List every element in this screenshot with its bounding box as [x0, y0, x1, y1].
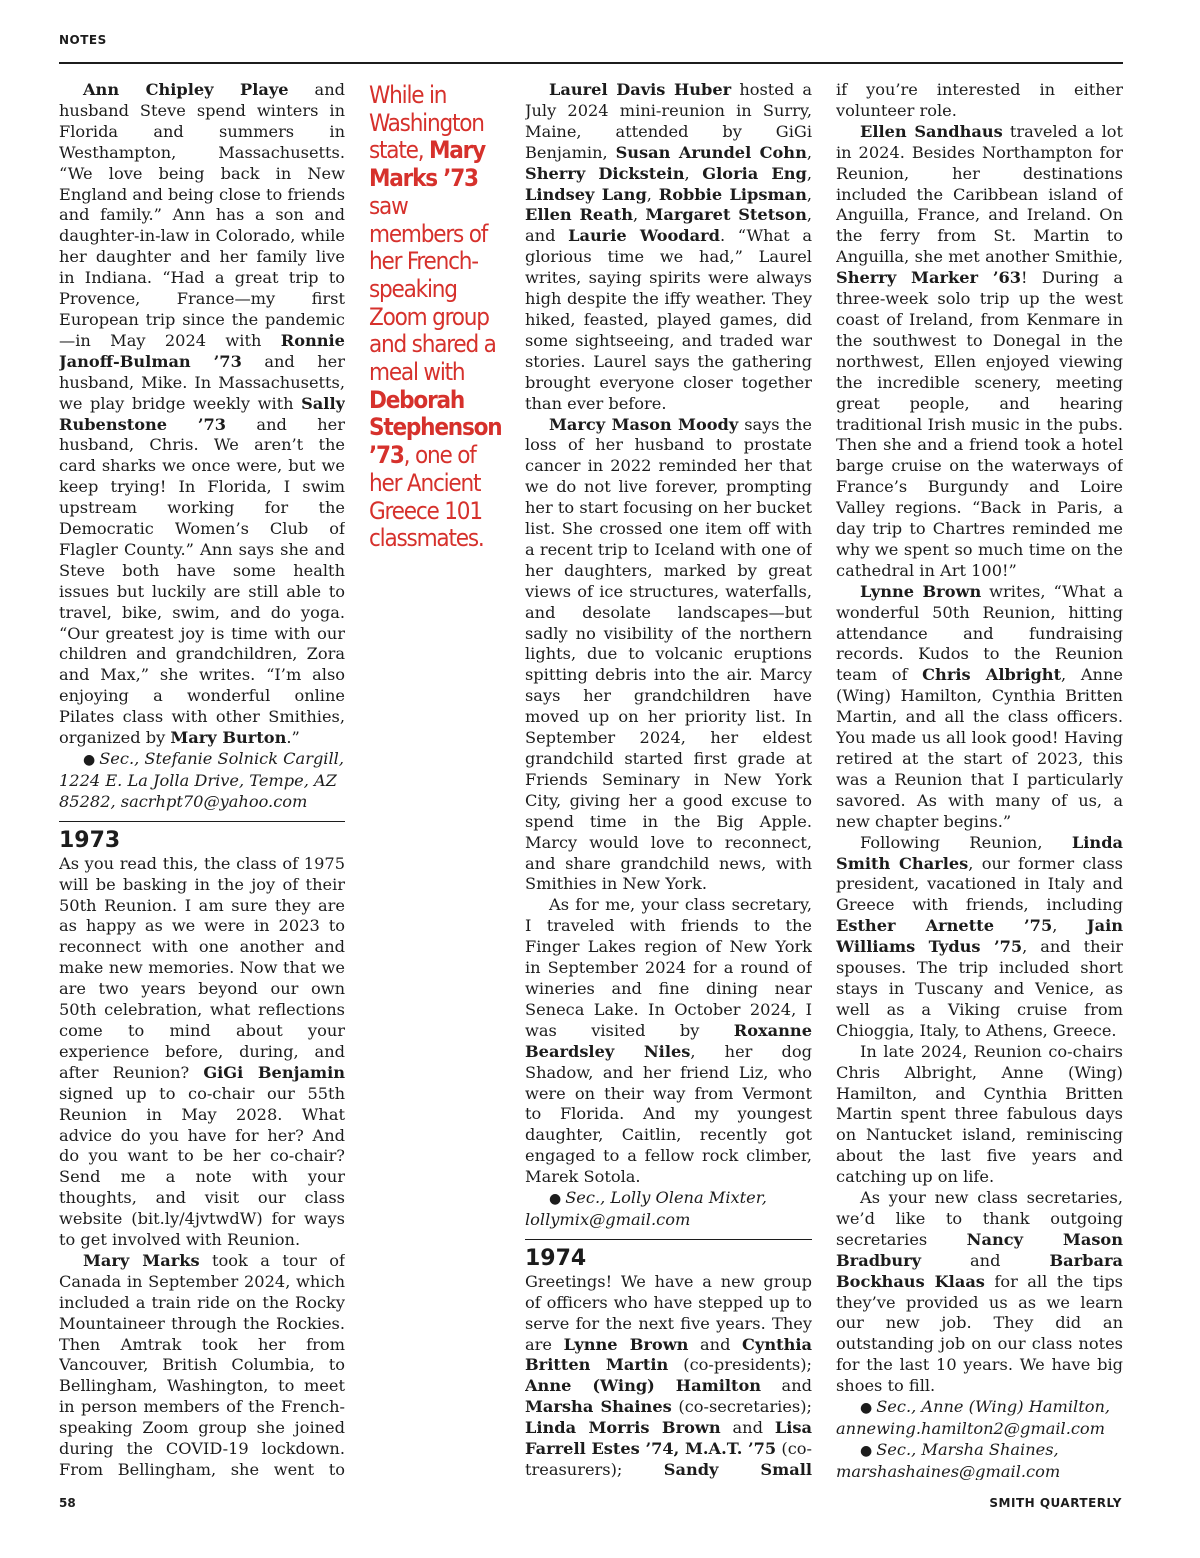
name-bold: Mary Marks [83, 1250, 200, 1270]
section-label: NOTES [59, 33, 107, 47]
note-ann-chipley-playe: Ann Chipley Playe and husband Steve spend winters in Florida and summers in Westhampton, Massachusetts. “We love being back in New England and being close to friends and family.” Ann has a son and daughter-in-law in Colorado, while her daughter and her family live in Indiana. “Had a great trip to Provence, France—my first European trip since the pandemic—in May 2024 with Ronnie Janoff-Bulman ’73 and her husband, Mike. In Massachusetts, we play bridge weekly with Sally Rubenstone ’73 and her husband, Chris. We aren’t the card sharks we once were, but we keep trying! In Florida, I swim upstream working for the Democratic Women’s Club of Flagler County.” Ann says she and Steve both have some health issues but luckily are still able to travel, bike, swim, and do yoga. “Our greatest joy is time with our children and grandchildren, Zora and Max,” she writes. “I’m also enjoying a wonderful online Pilates class with other Smithies, organized by Mary Burton.” [59, 80, 345, 748]
note-1974-officers: Greetings! We have a new group of officers who have stepped up to serve for the next five years. They are Lynne Brown and Cynthia Britten Martin (co-presidents); Anne (Wing) Hamilton and Marsha Shaines (co-secretaries); Linda Morris Brown and Lisa Farrell Estes ’74, M.A.T. ’75 (co-treasurers); Sandy Small [525, 1271, 812, 1479]
note-mary-marks: Mary Marks took a tour of Canada in September 2024, which included a train ride on the Rocky Mountaineer through the Rockies. Then Amtrak took her from Vancouver, British Columbia, to Bellingham, Washington, to meet in person members of the French-speaking Zoom group she joined during the COVID-19 lockdown. From Bellingham, she went to [59, 1250, 345, 1479]
note-new-secretaries: As your new class secretaries, we’d like to thank outgoing secretaries Nancy Mason Bradbury and Barbara Bockhaus Klaas for all the tips they’ve provided us as we learn our new job. They did an outstanding job on our class notes for the last 10 years. We have big shoes to fill. [836, 1188, 1123, 1396]
secretary-signature: ● Sec., Lolly Olena Mixter, lollymix@gmail.com [525, 1188, 767, 1229]
pull-quote: While in Washington state, Mary Marks ’73 saw members of her French-speaking Zoom group and shared a meal with Deborah Stephenson ’73, one of her Ancient Greece 101 classmates. [369, 81, 502, 553]
note-continued: if you’re interested in either volunteer role. [836, 80, 1123, 120]
section-rule [525, 1239, 812, 1240]
column-3 [836, 80, 1123, 1480]
name-bold: Ann Chipley Playe [83, 80, 289, 99]
note-linda-smith-charles: Following Reunion, Linda Smith Charles, our former class president, vacationed in Italy and Greece with friends, including Esther Arnette ’75, Jain Williams Tydus ’75, and their spouses. The trip included short stays in Tuscany and Venice, as well as a Viking cruise from Chioggia, Italy, to Athens, Greece. [836, 832, 1123, 1040]
bullet-icon: ● [860, 1442, 873, 1459]
note-ellen-sandhaus: Ellen Sandhaus traveled a lot in 2024. Besides Northampton for Reunion, her destinations included the Caribbean island of Anguilla, France, and Ireland. On the ferry from St. Martin to Anguilla, she met another Smithie, Sherry Marker ’63! During a three-week solo trip up the west coast of Ireland, from Kenmare in the southwest to Donegal in the northwest, Ellen enjoyed viewing the incredible scenery, meeting great people, and hearing traditional Irish music in the pubs. Then she and a friend took a hotel barge cruise on the waterways of France’s Burgundy and Loire Valley regions. “Back in Paris, a day trip to Chartres reminded me why we spent so much time on the cathedral in Art 100!” [836, 121, 1123, 580]
column-1 [59, 80, 345, 1480]
note-class-secretary: As for me, your class secretary, I traveled with friends to the Finger Lakes region of New York in September 2024 for a round of wineries and fine dining near Seneca Lake. In October 2024, I was visited by Roxanne Beardsley Niles, her dog Shadow, and her friend Liz, who were on their way from Vermont to Florida. And my youngest daughter, Caitlin, recently got engaged to a fellow rock climber, Marek Sotola. [525, 895, 812, 1187]
name-bold: Sally Rubenstone ’73 [59, 393, 345, 434]
name-bold: Ronnie Janoff-Bulman ’73 [59, 330, 345, 371]
note-reunion-cochairs: In late 2024, Reunion co-chairs Chris Albright, Anne (Wing) Hamilton, and Cynthia Britten Martin spent three fabulous days on Nantucket island, reminiscing about the last five years and catching up on life. [836, 1041, 1123, 1187]
note-laurel-davis-huber: Laurel Davis Huber hosted a July 2024 mini-reunion in Surry, Maine, attended by GiGi Benjamin, Susan Arundel Cohn, Sherry Dickstein, Gloria Eng, Lindsey Lang, Robbie Lipsman, Ellen Reath, Margaret Stetson, and Laurie Woodard. “What a glorious time we had,” Laurel writes, saying spirits were always high despite the iffy weather. They hiked, feasted, played games, did some sightseeing, and traded war stories. Laurel says the gathering brought everyone closer together than ever before. [525, 80, 812, 413]
header-rule [59, 62, 1123, 64]
column-2 [525, 80, 812, 1480]
secretary-signature: ● Sec., Stefanie Solnick Cargill, 1224 E. La Jolla Drive, Tempe, AZ 85282, sacrhpt70@yahoo.com [59, 749, 344, 811]
bullet-icon: ● [860, 1400, 873, 1417]
note-marcy-mason-moody: Marcy Mason Moody says the loss of her husband to prostate cancer in 2022 reminded her that we do not live forever, prompting her to start focusing on her bucket list. She crossed one item off with a recent trip to Iceland with one of her daughters, marked by great views of ice structures, waterfalls, and desolate landscapes—but sadly no visibility of the northern lights, due to volcanic eruptions spitting debris into the air. Marcy says her grandchildren have moved up on her priority list. In September 2024, her eldest grandchild started first grade at Friends Seminary in New York City, giving her a good excuse to spend time in the Big Apple. Marcy would love to reconnect, and share grandchild news, with Smithies in New York. [525, 414, 812, 894]
page-number: 58 [59, 1496, 76, 1510]
name-bold: GiGi Benjamin [203, 1062, 345, 1082]
section-rule [59, 821, 345, 822]
class-year-heading: 1973 [59, 827, 121, 853]
note-lynne-brown: Lynne Brown writes, “What a wonderful 50th Reunion, hitting attendance and fundraising records. Kudos to the Reunion team of Chris Albright, Anne (Wing) Hamilton, Cynthia Britten Martin, and all the class officers. You made us all look good! Having retired at the start of 2023, this was a Reunion that I particularly savored. As with many of us, a new chapter begins.” [836, 581, 1123, 831]
class-year-heading: 1974 [525, 1245, 587, 1271]
publication-name: SMITH QUARTERLY [989, 1496, 1122, 1510]
name-bold: Mary Burton [170, 728, 287, 748]
secretary-signature: ● Sec., Anne (Wing) Hamilton, annewing.hamilton2@gmail.com [836, 1397, 1111, 1438]
bullet-icon: ● [83, 752, 96, 768]
note-1973-intro: As you read this, the class of 1975 will be basking in the joy of their 50th Reunion. I am sure they are as happy as we were in 2023 to reconnect with one another and make new memories. Now that we are two years beyond our own 50th celebration, what reflections come to mind about your experience before, during, and after Reunion? GiGi Benjamin signed up to co-chair our 55th Reunion in May 2028. What advice do you have for her? And do you want to be her co-chair? Send me a note with your thoughts, and visit our class website (bit.ly/4jvtwdW) for ways to get involved with Reunion. [59, 853, 345, 1250]
secretary-signature: ● Sec., Marsha Shaines, marshashaines@gmail.com [836, 1439, 1061, 1480]
bullet-icon: ● [549, 1191, 562, 1208]
